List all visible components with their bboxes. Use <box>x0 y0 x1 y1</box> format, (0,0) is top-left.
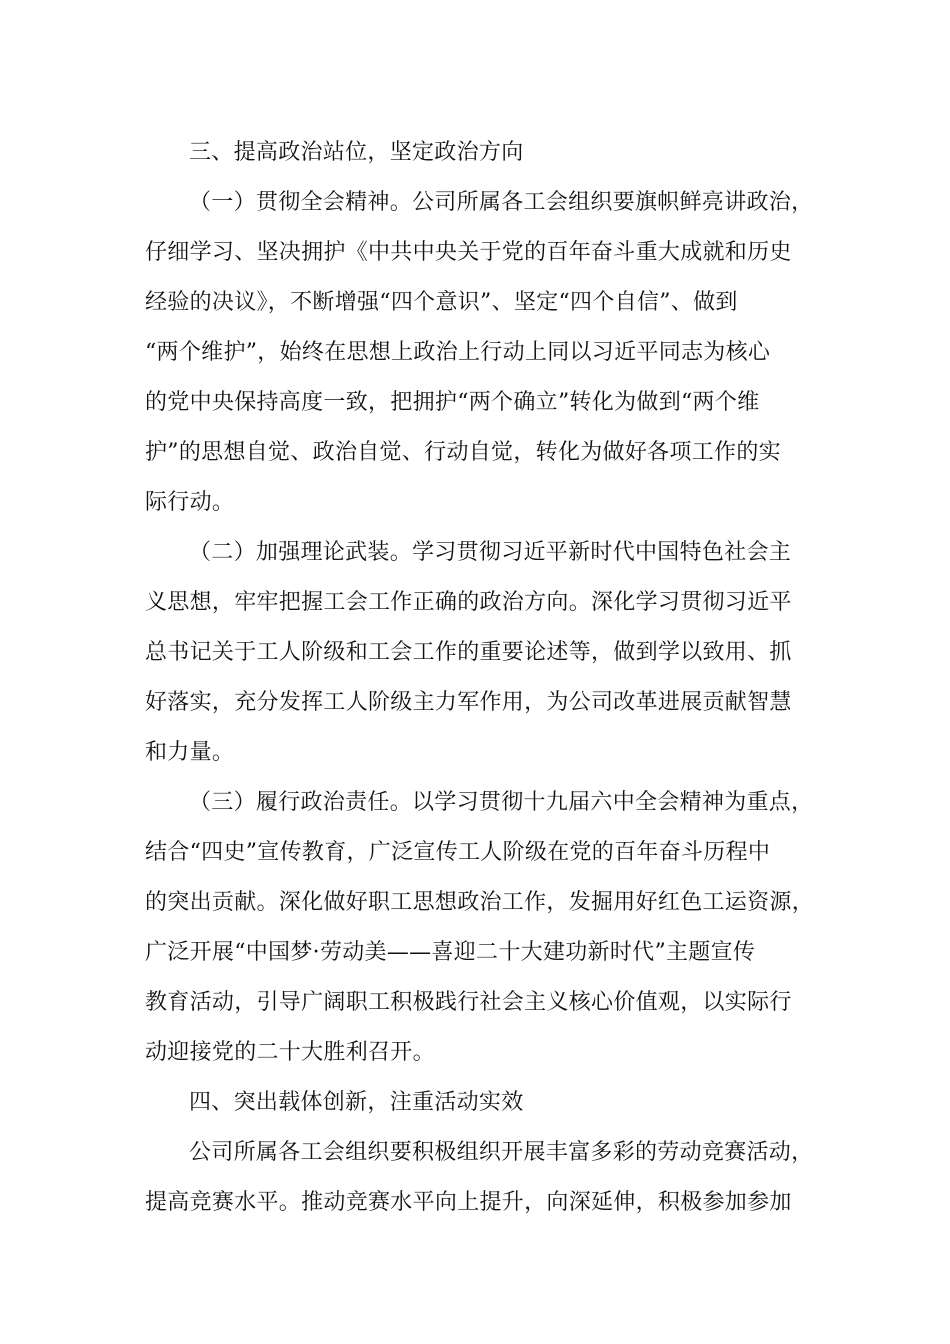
paragraph-line: 际行动。 <box>145 490 235 515</box>
section-heading: 三、提高政治站位，坚定政治方向 <box>189 140 524 165</box>
paragraph <box>145 528 805 778</box>
paragraph-line: “两个维护”，始终在思想上政治上行动上同以习近平同志为核心 <box>145 340 771 365</box>
paragraph-line: 仔细学习、坚决拥护《中共中央关于党的百年奋斗重大成就和历史 <box>145 240 792 265</box>
paragraph <box>145 178 814 528</box>
paragraph <box>145 778 815 1078</box>
paragraph-line: （三）履行政治责任。以学习贯彻十九届六中全会精神为重点， <box>189 790 814 815</box>
document-body <box>145 128 815 1228</box>
paragraph-line: 公司所属各工会组织要积极组织开展丰富多彩的劳动竞赛活动， <box>189 1140 814 1165</box>
paragraph-line: 总书记关于工人阶级和工会工作的重要论述等，做到学以致用、抓 <box>145 640 792 665</box>
paragraph-line: 好落实，充分发挥工人阶级主力军作用，为公司改革进展贡献智慧 <box>145 690 792 715</box>
paragraph-line: 动迎接党的二十大胜利召开。 <box>145 1040 435 1065</box>
section-heading: 四、突出载体创新，注重活动实效 <box>189 1090 524 1115</box>
paragraph-line: （二）加强理论武装。学习贯彻习近平新时代中国特色社会主 <box>189 540 792 565</box>
paragraph-line: 的党中央保持高度一致，把拥护“两个确立”转化为做到“两个维 <box>145 390 760 415</box>
paragraph-line: 和力量。 <box>145 740 235 765</box>
paragraph-line: 广泛开展“中国梦·劳动美——喜迎二十大建功新时代”主题宣传 <box>145 940 756 965</box>
paragraph <box>145 1128 814 1228</box>
paragraph-line: （一）贯彻全会精神。公司所属各工会组织要旗帜鲜亮讲政治， <box>189 190 814 215</box>
paragraph-line: 经验的决议》，不断增强“四个意识”、坚定“四个自信”、做到 <box>145 290 738 315</box>
paragraph-line: 提高竞赛水平。推动竞赛水平向上提升，向深延伸，积极参加参加 <box>145 1190 792 1215</box>
paragraph-line: 教育活动，引导广阔职工积极践行社会主义核心价值观，以实际行 <box>145 990 792 1015</box>
paragraph-line: 义思想，牢牢把握工会工作正确的政治方向。深化学习贯彻习近平 <box>145 590 792 615</box>
paragraph-line: 的突出贡献。深化做好职工思想政治工作，发掘用好红色工运资源， <box>145 890 815 915</box>
paragraph-line: 结合“四史”宣传教育，广泛宣传工人阶级在党的百年奋斗历程中 <box>145 840 771 865</box>
paragraph-line: 护”的思想自觉、政治自觉、行动自觉，转化为做好各项工作的实 <box>145 440 781 465</box>
